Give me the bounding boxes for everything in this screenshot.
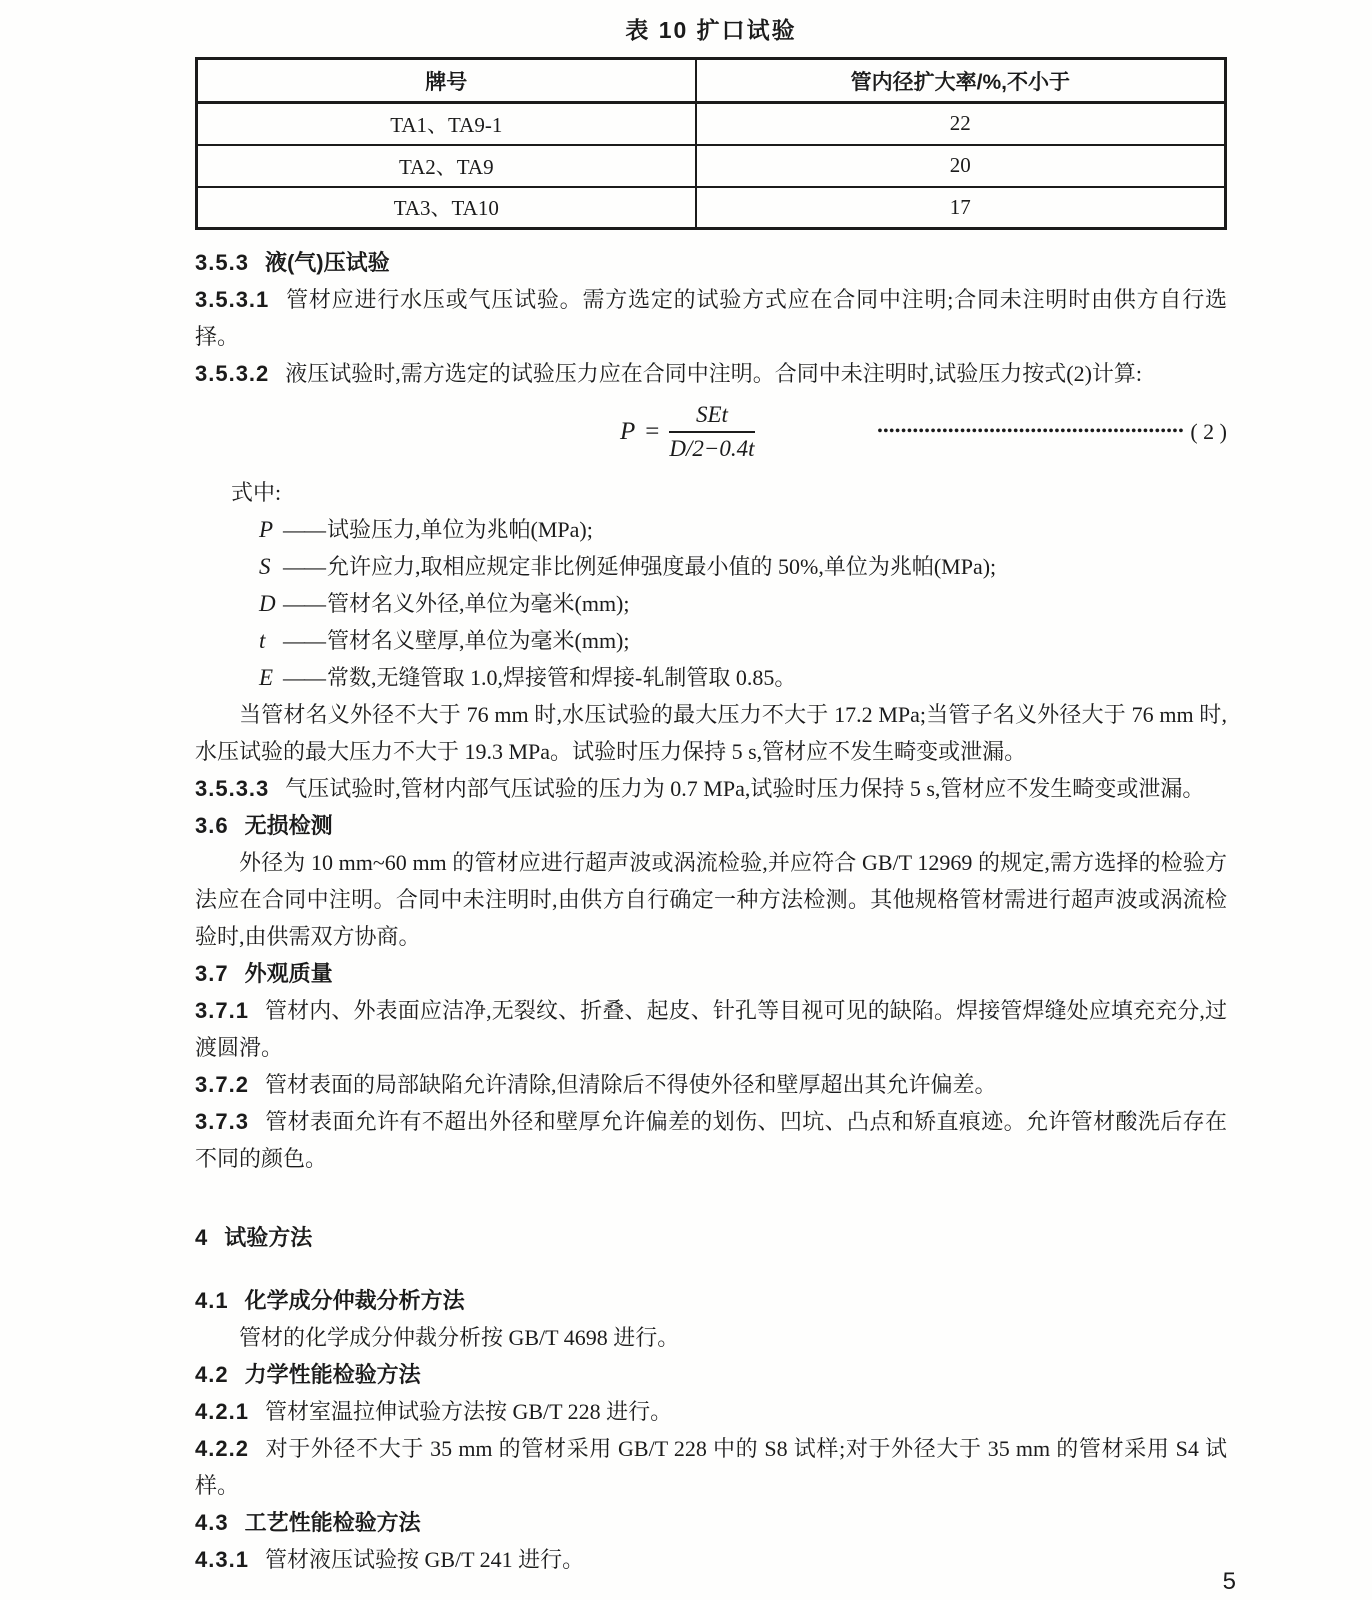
definition-text: 允许应力,取相应规定非比例延伸强度最小值的 50%,单位为兆帕(MPa);	[327, 554, 997, 579]
paragraph-text: 外观质量	[244, 961, 333, 986]
table-row	[197, 145, 1226, 187]
definition-dash: ——	[283, 517, 325, 542]
paragraph-text: 管材应进行水压或气压试验。需方选定的试验方式应在合同中注明;合同未注明时由供方自行选择。	[195, 287, 1227, 349]
paragraph	[195, 474, 1227, 511]
spec-table-body	[197, 103, 1226, 229]
expansion-rate-cell: 20	[696, 145, 1226, 187]
definition-dash: ——	[283, 591, 325, 616]
formula-symbol: t	[259, 628, 266, 653]
table-caption: 表 10 扩口试验	[625, 17, 797, 43]
formula-symbol: E	[259, 665, 274, 690]
clause-number: 4.2.2	[195, 1436, 249, 1461]
paragraph	[195, 1430, 1227, 1504]
paragraph-text: 试验方法	[224, 1225, 313, 1250]
symbol-definition	[195, 659, 1227, 696]
table-header-row	[197, 59, 1226, 103]
grade-cell: TA1、TA9-1	[197, 103, 696, 145]
paragraph-text: 管材表面的局部缺陷允许清除,但清除后不得使外径和壁厚超出其允许偏差。	[264, 1072, 997, 1097]
section-heading	[195, 244, 1227, 281]
definition-text: 试验压力,单位为兆帕(MPa);	[327, 517, 593, 542]
fraction-numerator: SEt	[669, 402, 754, 433]
paragraph	[195, 1103, 1227, 1177]
paragraph-text: 式中:	[231, 480, 282, 505]
section-heading	[195, 1219, 1227, 1256]
section-heading	[195, 955, 1227, 992]
paragraph-text: 无损检测	[244, 813, 333, 838]
paragraph-text: 外径为 10 mm~60 mm 的管材应进行超声波或涡流检验,并应符合 GB/T 12969 的规定,需方选择的检验方法应在合同中注明。合同中未注明时,由供方自行确定一种方法检测。其他规格管材需进行超声波或涡流检验时,由供需双方协商。	[195, 850, 1227, 949]
formula-symbol: D	[259, 591, 276, 616]
clause-number: 4.3.1	[195, 1547, 249, 1572]
symbol-definition	[195, 511, 1227, 548]
definition-dash: ——	[283, 554, 325, 579]
paragraph-text: 当管材名义外径不大于 76 mm 时,水压试验的最大压力不大于 17.2 MPa;当管子名义外径大于 76 mm 时,水压试验的最大压力不大于 19.3 MPa。试验时压力保持 5 s,管材应不发生畸变或泄漏。	[195, 702, 1227, 764]
equals-sign: =	[645, 418, 660, 445]
symbol-definition	[195, 585, 1227, 622]
definition-text: 常数,无缝管取 1.0,焊接管和焊接-轧制管取 0.85。	[327, 665, 797, 690]
definition-text: 管材名义外径,单位为毫米(mm);	[327, 591, 630, 616]
clause-number: 4.2.1	[195, 1399, 249, 1424]
paragraph-text: 气压试验时,管材内部气压试验的压力为 0.7 MPa,试验时压力保持 5 s,管材应不发生畸变或泄漏。	[285, 776, 1205, 801]
document-flow	[195, 244, 1227, 1578]
paragraph	[195, 992, 1227, 1066]
clause-number: 4	[195, 1225, 209, 1250]
paragraph	[195, 1393, 1227, 1430]
dot-leader: ••••••••••••••••••••••••••••••••••••••••••••••••••••	[877, 424, 1185, 439]
formula-symbol: P	[259, 517, 274, 542]
paragraph	[195, 1066, 1227, 1103]
paragraph-text: 对于外径不大于 35 mm 的管材采用 GB/T 228 中的 S8 试样;对于外径大于 35 mm 的管材采用 S4 试样。	[195, 1436, 1227, 1498]
paragraph	[195, 1541, 1227, 1578]
paragraph-text: 液压试验时,需方选定的试验压力应在合同中注明。合同中未注明时,试验压力按式(2)计算:	[285, 361, 1143, 386]
paragraph-text: 管材表面允许有不超出外径和壁厚允许偏差的划伤、凹坑、凸点和矫直痕迹。允许管材酸洗后存在不同的颜色。	[195, 1109, 1227, 1171]
paragraph	[195, 355, 1227, 392]
clause-number: 3.7	[195, 961, 229, 986]
paragraph	[195, 281, 1227, 355]
clause-number: 3.5.3.2	[195, 361, 270, 386]
page-number: 5	[1222, 1568, 1236, 1595]
paragraph	[195, 770, 1227, 807]
clause-number: 3.7.2	[195, 1072, 249, 1097]
paragraph-text: 化学成分仲裁分析方法	[244, 1288, 465, 1313]
definition-text: 管材名义壁厚,单位为毫米(mm);	[327, 628, 630, 653]
clause-number: 3.5.3.1	[195, 287, 270, 312]
table-row	[197, 187, 1226, 229]
paragraph-text: 力学性能检验方法	[244, 1362, 421, 1387]
definition-dash: ——	[283, 665, 325, 690]
clause-number: 4.3	[195, 1510, 229, 1535]
symbol-definition	[195, 548, 1227, 585]
paragraph	[195, 696, 1227, 770]
equation	[195, 392, 1227, 474]
clause-number: 4.1	[195, 1288, 229, 1313]
grade-column-header: 牌号	[197, 59, 696, 103]
fraction	[669, 402, 754, 462]
equation-lhs	[620, 418, 669, 446]
page-content	[195, 12, 1227, 1578]
section-heading	[195, 1504, 1227, 1541]
paragraph-text: 管材液压试验按 GB/T 241 进行。	[264, 1547, 585, 1572]
paragraph-text: 管材室温拉伸试验方法按 GB/T 228 进行。	[264, 1399, 673, 1424]
grade-cell: TA2、TA9	[197, 145, 696, 187]
paragraph	[195, 1319, 1227, 1356]
section-heading	[195, 1356, 1227, 1393]
paragraph	[195, 844, 1227, 955]
paragraph-text: 管材的化学成分仲裁分析按 GB/T 4698 进行。	[239, 1325, 680, 1350]
clause-number: 3.7.3	[195, 1109, 249, 1134]
section-heading	[195, 1282, 1227, 1319]
clause-number: 3.7.1	[195, 998, 249, 1023]
formula-symbol: S	[259, 554, 271, 579]
fraction-denominator: D/2−0.4t	[669, 436, 755, 461]
equation-number: ( 2 )	[1190, 419, 1227, 444]
paragraph-text: 工艺性能检验方法	[244, 1510, 421, 1535]
symbol-definition	[195, 622, 1227, 659]
expansion-rate-cell: 17	[696, 187, 1226, 229]
expansion-rate-column-header: 管内径扩大率/%,不小于	[696, 59, 1226, 103]
clause-number: 4.2	[195, 1362, 229, 1387]
clause-number: 3.5.3	[195, 250, 249, 275]
definition-dash: ——	[283, 628, 325, 653]
grade-cell: TA3、TA10	[197, 187, 696, 229]
paragraph-text: 管材内、外表面应洁净,无裂纹、折叠、起皮、针孔等目视可见的缺陷。焊接管焊缝处应填充充分,过渡圆滑。	[195, 998, 1227, 1060]
paragraph-text: 液(气)压试验	[264, 250, 390, 275]
pressure-symbol: P	[620, 418, 636, 445]
clause-number: 3.6	[195, 813, 229, 838]
table-row	[197, 103, 1226, 145]
expansion-rate-cell: 22	[696, 103, 1226, 145]
flaring-test-table	[195, 57, 1227, 230]
section-heading	[195, 807, 1227, 844]
table-header	[197, 59, 1226, 103]
clause-number: 3.5.3.3	[195, 776, 270, 801]
